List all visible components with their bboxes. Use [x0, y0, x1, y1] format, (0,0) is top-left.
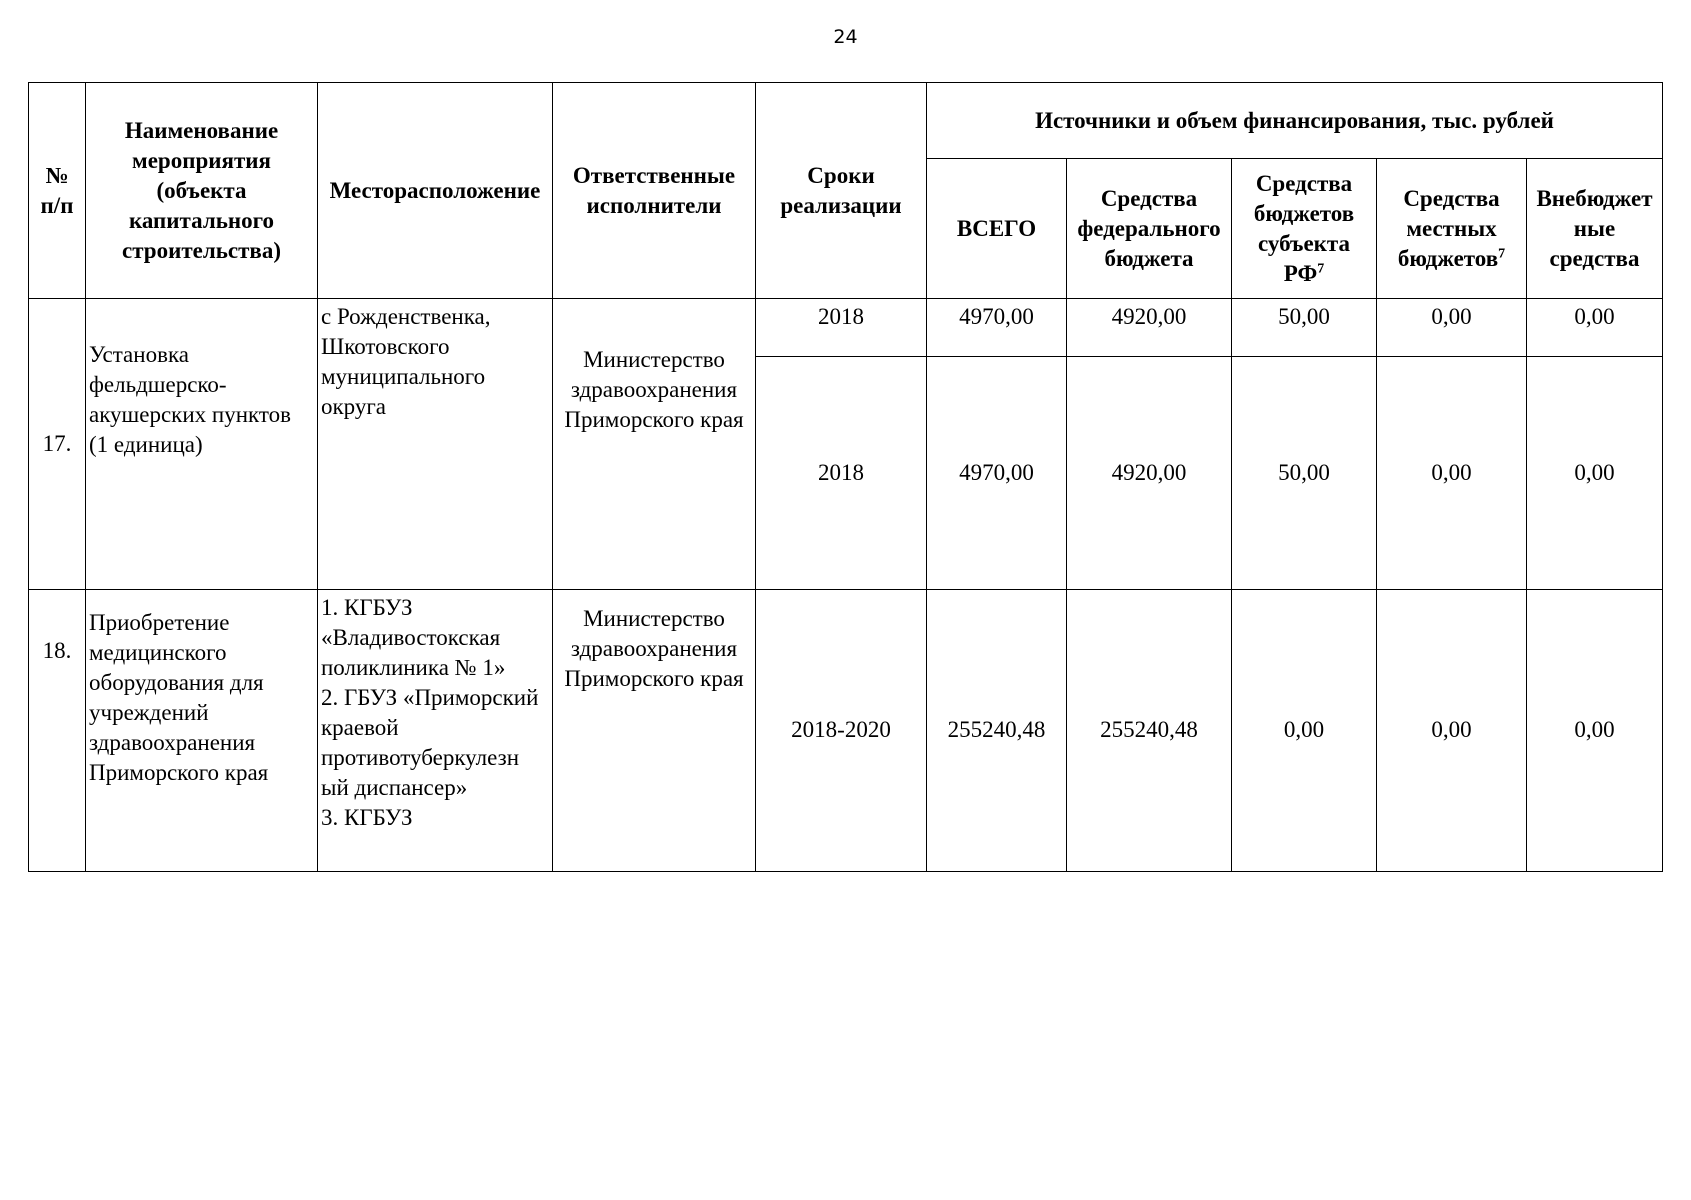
header-sources: Источники и объем финансирования, тыс. рублей [927, 83, 1663, 159]
header-local [1377, 159, 1527, 299]
cell-term: 2018 [756, 357, 927, 589]
row-name: Установка фельдшерско-акушерских пунктов (1 единица) [86, 299, 318, 589]
table-row [29, 589, 1663, 871]
header-subject-label: Средства бюджетов субъекта РФ [1253, 170, 1355, 286]
cell-subject: 50,00 [1232, 357, 1377, 589]
cell-extra: 0,00 [1527, 589, 1663, 871]
header-name: Наименование мероприятия (объекта капитального строительства) [86, 83, 318, 299]
cell-total: 4970,00 [927, 357, 1067, 589]
header-num: № п/п [29, 83, 86, 299]
row-executor: Министерство здравоохранения Приморского края [553, 589, 756, 871]
header-location: Месторасположение [318, 83, 553, 299]
header-extra: Внебюджет ные средства [1527, 159, 1663, 299]
cell-term: 2018-2020 [756, 589, 927, 871]
cell-local: 0,00 [1377, 299, 1527, 357]
header-local-label: Средства местных бюджетов [1397, 185, 1500, 271]
header-local-footnote: 7 [1498, 246, 1506, 262]
cell-extra: 0,00 [1527, 357, 1663, 589]
cell-local: 0,00 [1377, 357, 1527, 589]
cell-federal: 255240,48 [1067, 589, 1232, 871]
header-subject-footnote: 7 [1317, 261, 1325, 277]
cell-total: 4970,00 [927, 299, 1067, 357]
cell-federal: 4920,00 [1067, 357, 1232, 589]
header-federal: Средства федерального бюджета [1067, 159, 1232, 299]
row-executor: Министерство здравоохранения Приморского края [553, 299, 756, 589]
row-name: Приобретение медицинского оборудования для учреждений здравоохранения Приморского края [86, 589, 318, 871]
row-location: с Рожденственка, Шкотовского муниципального округа [318, 299, 553, 589]
header-executors: Ответственные исполнители [553, 83, 756, 299]
header-terms: Сроки реализации [756, 83, 927, 299]
row-location: 1. КГБУЗ «Владивостокская поликлиника № 1» 2. ГБУЗ «Приморский краевой противотуберкулезн ый диспансер» 3. КГБУЗ [318, 589, 553, 871]
cell-local: 0,00 [1377, 589, 1527, 871]
table-row [29, 299, 1663, 357]
cell-total: 255240,48 [927, 589, 1067, 871]
page-number: 24 [833, 26, 858, 48]
cell-extra: 0,00 [1527, 299, 1663, 357]
header-subject [1232, 159, 1377, 299]
cell-federal: 4920,00 [1067, 299, 1232, 357]
row-num: 18. [29, 589, 86, 871]
financing-table [28, 82, 1663, 872]
cell-subject: 0,00 [1232, 589, 1377, 871]
header-total: ВСЕГО [927, 159, 1067, 299]
row-num: 17. [29, 299, 86, 589]
cell-subject: 50,00 [1232, 299, 1377, 357]
cell-term: 2018 [756, 299, 927, 357]
